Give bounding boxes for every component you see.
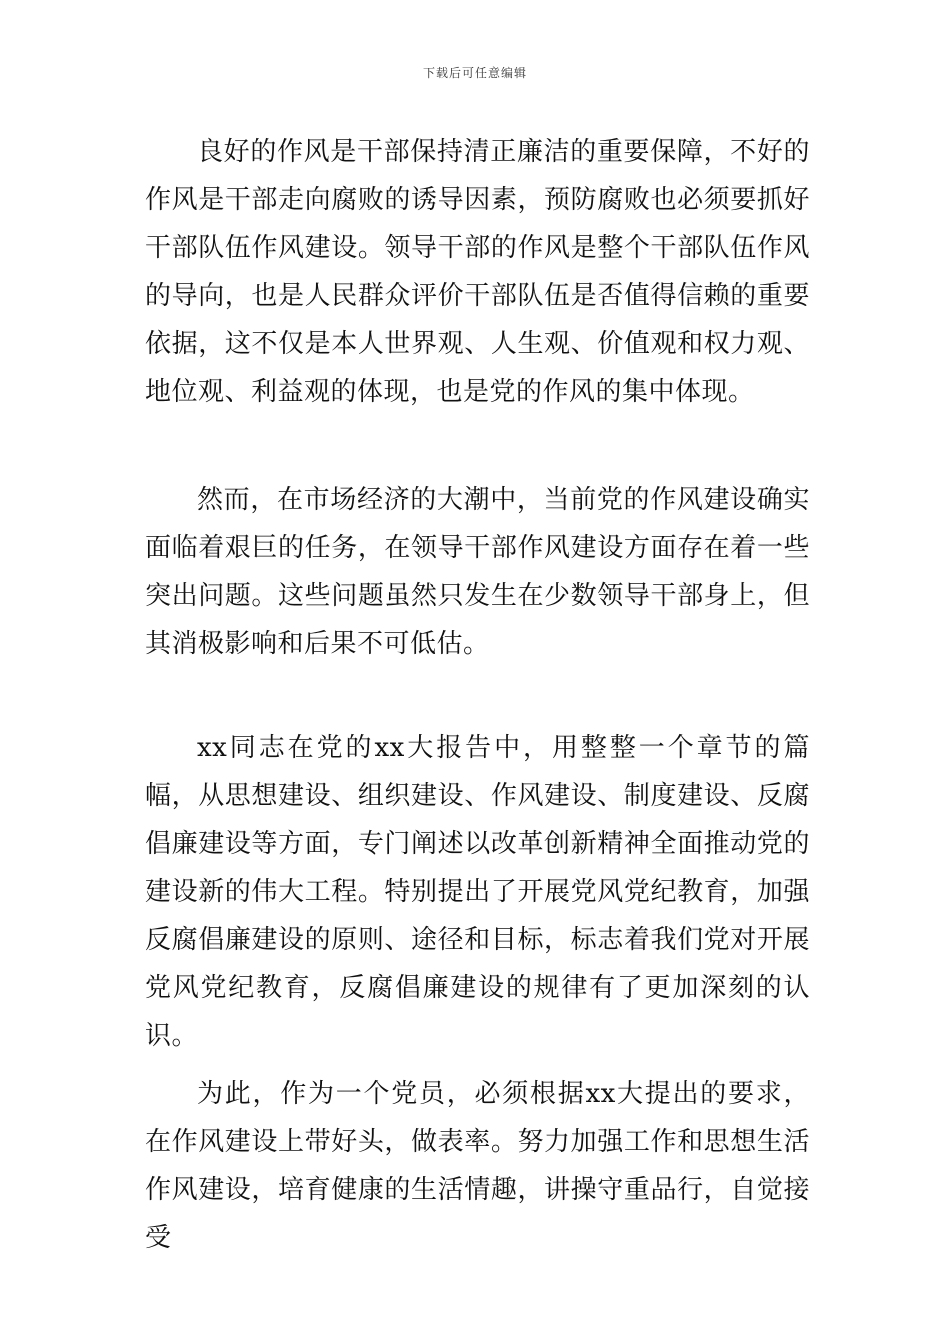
paragraph-3: xx同志在党的xx大报告中，用整整一个章节的篇幅，从思想建设、组织建设、作风建设、制度建设、反腐倡廉建设等方面，专门阐述以改革创新精神全面推动党的建设新的伟大工程。特别提出了开展党风党纪教育，加强反腐倡廉建设的原则、途径和目标，标志着我们党对开展党风党纪教育，反腐倡廉建设的规律有了更加深刻的认识。 [145,733,810,1051]
paragraph-2: 然而，在市场经济的大潮中，当前党的作风建设确实面临着艰巨的任务，在领导干部作风建设方面存在着一些突出问题。这些问题虽然只发生在少数领导干部身上，但其消极影响和后果不可低估。 [145,485,810,659]
header-note: 下载后可任意编辑 [422,66,527,80]
paragraph-4: 为此，作为一个党员，必须根据xx大提出的要求，在作风建设上带好头，做表率。努力加强工作和思想生活作风建设，培育健康的生活情趣，讲操守重品行，自觉接受 [145,1079,810,1253]
paragraph-1: 良好的作风是干部保持清正廉洁的重要保障，不好的作风是干部走向腐败的诱导因素，预防腐败也必须要抓好干部队伍作风建设。领导干部的作风是整个干部队伍作风的导向，也是人民群众评价干部队伍是否值得信赖的重要依据，这不仅是本人世界观、人生观、价值观和权力观、地位观、利益观的体现，也是党的作风的集中体现。 [145,137,810,407]
